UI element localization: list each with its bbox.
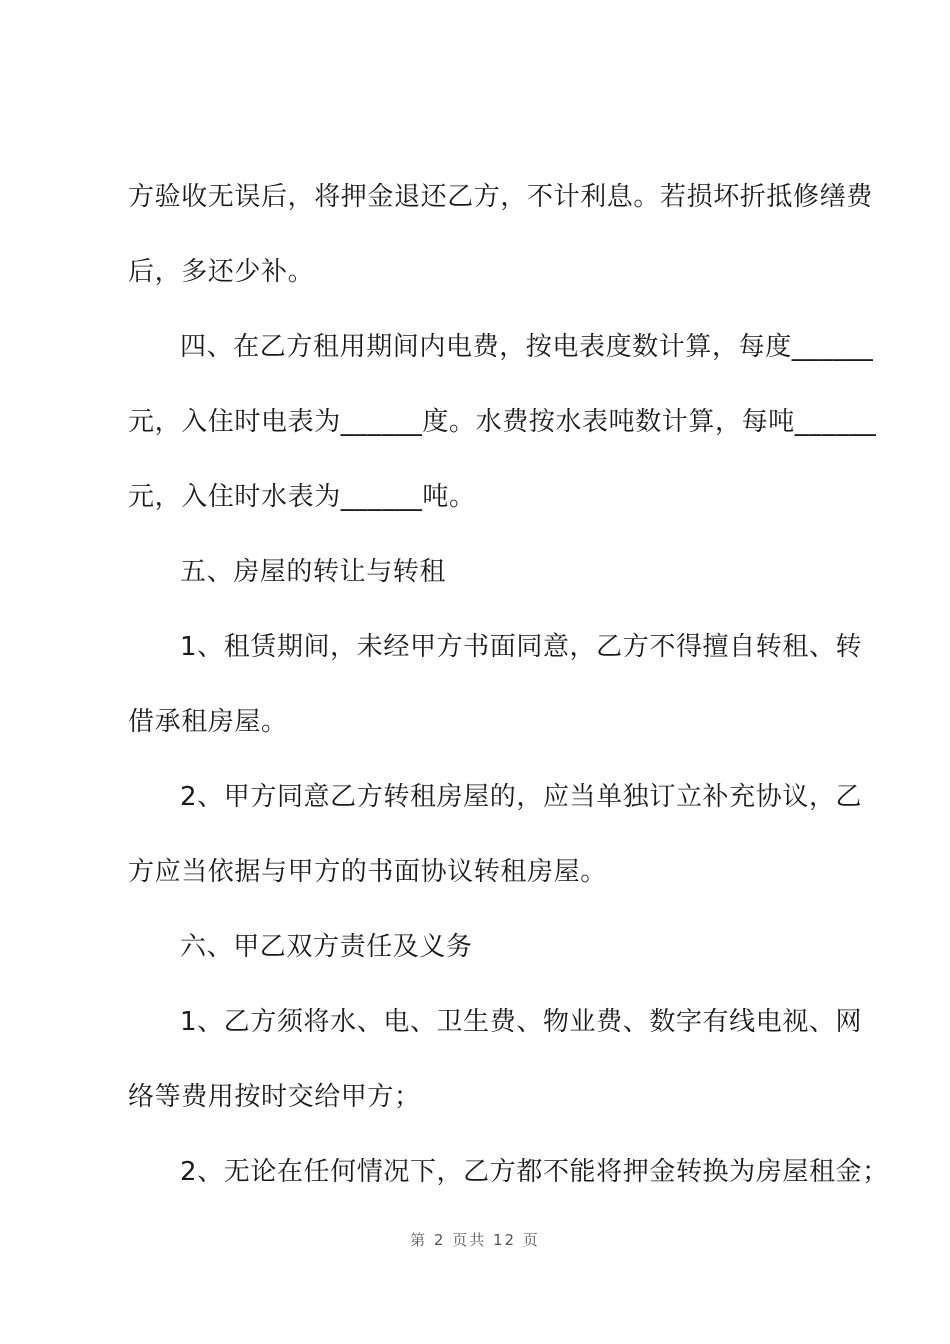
text-line: 元，入住时水表为______吨。 (128, 482, 476, 512)
text-line: 络等费用按时交给甲方； (128, 1082, 421, 1112)
text-line: 方验收无误后，将押金退还乙方，不计利息。若损坏折抵修缮费 (128, 182, 873, 212)
text-line: 元，入住时电表为______度。水费按水表吨数计算，每吨______ (128, 407, 877, 437)
clause-four-line: 四、在乙方租用期间内电费，按电表度数计算，每度______ (180, 332, 874, 362)
text-line: 方应当依据与甲方的书面协议转租房屋。 (128, 857, 607, 887)
item-line: 1、乙方须将水、电、卫生费、物业费、数字有线电视、网 (180, 1007, 863, 1037)
item-line: 2、甲方同意乙方转租房屋的，应当单独订立补充协议，乙 (180, 782, 863, 812)
item-line: 1、租赁期间，未经甲方书面同意，乙方不得擅自转租、转 (180, 632, 863, 662)
item-line: 2、无论在任何情况下，乙方都不能将押金转换为房屋租金； (180, 1157, 889, 1187)
text-line: 借承租房屋。 (128, 707, 288, 737)
section-heading-six: 六、甲乙双方责任及义务 (180, 932, 473, 962)
section-heading-five: 五、房屋的转让与转租 (180, 557, 447, 587)
text-line: 后，多还少补。 (128, 257, 315, 287)
page-number-footer: 第 2 页共 12 页 (410, 1231, 540, 1249)
